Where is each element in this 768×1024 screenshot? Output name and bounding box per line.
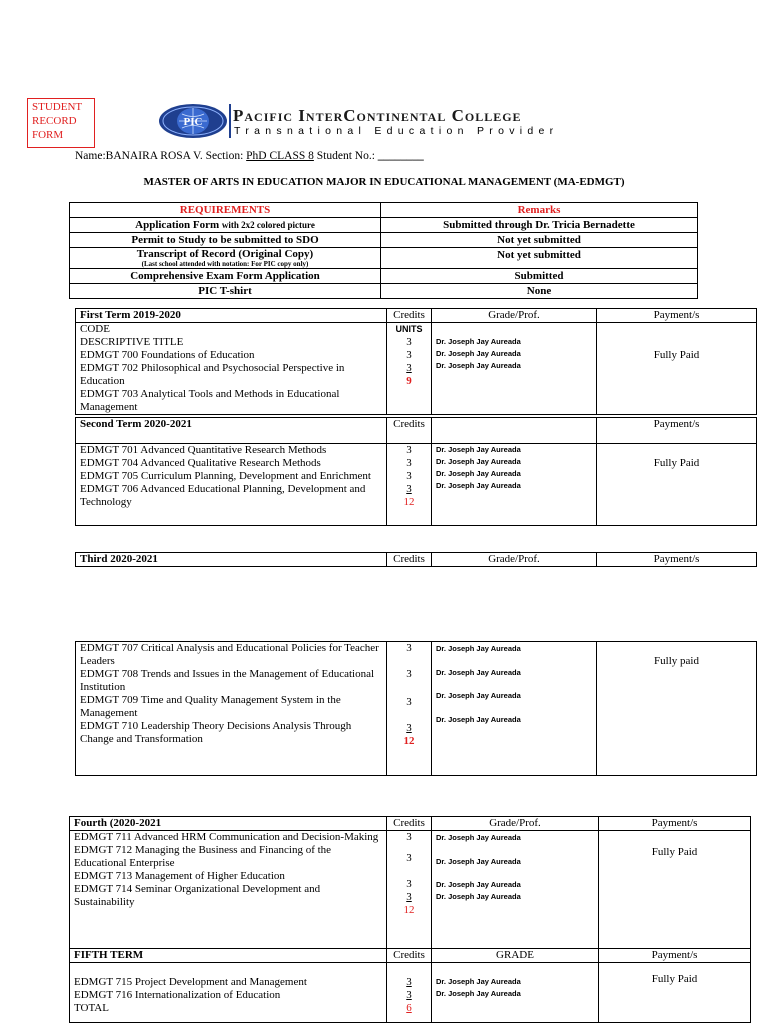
course-item: EDMGT 700 Foundations of Education bbox=[80, 349, 255, 361]
term-header-row bbox=[76, 553, 757, 567]
term-title: FIFTH TERM bbox=[70, 949, 387, 963]
grade-header: GRADE bbox=[432, 949, 599, 963]
term-title: First Term 2019-2020 bbox=[76, 309, 387, 323]
credit-value: 3 bbox=[406, 444, 412, 456]
course-list bbox=[70, 963, 387, 1023]
requirement-note: with 2x2 colored picture bbox=[221, 220, 315, 230]
term-header-row bbox=[70, 817, 751, 831]
payment-header: Payment/s bbox=[599, 817, 751, 831]
course-list bbox=[70, 831, 387, 949]
requirement-remark: Not yet submitted bbox=[381, 248, 698, 269]
course-item: EDMGT 705 Curriculum Planning, Development and Enrichment bbox=[80, 470, 371, 482]
term-table-third-header bbox=[75, 552, 757, 567]
course-item: EDMGT 701 Advanced Quantitative Research Methods bbox=[80, 444, 327, 456]
credit-value: 3 bbox=[406, 457, 412, 469]
course-item: EDMGT 702 Philosophical and Psychosocial Perspective in Education bbox=[80, 362, 345, 387]
course-item: EDMGT 711 Advanced HRM Communication and Decision-Making bbox=[74, 831, 379, 843]
descriptive-title-header: DESCRIPTIVE TITLE bbox=[80, 336, 184, 348]
code-desc-header bbox=[80, 323, 382, 349]
credit-value: 3 bbox=[406, 642, 412, 654]
credits-list bbox=[387, 963, 432, 1023]
term-table-third-body bbox=[75, 641, 757, 776]
payment-status: Fully Paid bbox=[599, 831, 751, 949]
requirement-name: Comprehensive Exam Form Application bbox=[70, 269, 381, 284]
credit-total: 12 bbox=[403, 904, 415, 916]
requirement-item bbox=[70, 248, 381, 269]
credit-total: 9 bbox=[406, 375, 412, 387]
term-header-row bbox=[70, 949, 751, 963]
requirement-remark: Submitted bbox=[381, 269, 698, 284]
requirement-note: (Last school attended with notation: For PIC copy only) bbox=[141, 260, 309, 268]
credit-value: 3 bbox=[406, 696, 412, 708]
grade-list bbox=[432, 831, 599, 949]
term-title: Second Term 2020-2021 bbox=[76, 418, 387, 444]
name-label: Name: bbox=[75, 150, 106, 162]
requirements-table bbox=[69, 202, 698, 299]
credits-header: Credits bbox=[387, 309, 432, 323]
credit-value: 3 bbox=[406, 470, 412, 482]
course-item: EDMGT 706 Advanced Educational Planning, Development and Technology bbox=[80, 483, 366, 508]
requirement-name: Application Form bbox=[135, 219, 220, 231]
credit-value: 3 bbox=[406, 989, 412, 1001]
requirement-row bbox=[70, 248, 698, 269]
remarks-header: Remarks bbox=[381, 203, 698, 218]
course-item: EDMGT 708 Trends and Issues in the Management of Educational Institution bbox=[80, 668, 375, 693]
credit-value: 3 bbox=[406, 852, 412, 864]
payment-status: Fully Paid bbox=[597, 444, 757, 526]
credits-list bbox=[387, 642, 432, 776]
logo-divider bbox=[229, 104, 231, 138]
term-body-row bbox=[70, 963, 751, 1023]
grade-professor: Dr. Joseph Jay Aureada bbox=[436, 833, 521, 842]
grade-list bbox=[432, 642, 597, 776]
credit-value: 3 bbox=[406, 891, 412, 903]
term-table-fourth bbox=[69, 816, 751, 1023]
grade-professor: Dr. Joseph Jay Aureada bbox=[436, 715, 521, 724]
credit-value: 3 bbox=[406, 831, 412, 843]
credits-header: Credits bbox=[387, 418, 432, 444]
payment-status: Fully paid bbox=[597, 642, 757, 776]
grade-professor: Dr. Joseph Jay Aureada bbox=[436, 337, 521, 346]
course-item: EDMGT 712 Managing the Business and Financing of the Educational Enterprise bbox=[74, 844, 332, 869]
grade-header: Grade/Prof. bbox=[432, 817, 599, 831]
credit-value: 3 bbox=[406, 668, 412, 680]
requirement-name: Permit to Study to be submitted to SDO bbox=[70, 233, 381, 248]
term-body-row bbox=[76, 642, 757, 776]
requirement-remark: Submitted through Dr. Tricia Bernadette bbox=[381, 218, 698, 233]
payment-status: Fully Paid bbox=[599, 963, 751, 1023]
term-table-second bbox=[75, 417, 757, 526]
grade-professor: Dr. Joseph Jay Aureada bbox=[436, 668, 521, 677]
credit-value: 3 bbox=[406, 336, 412, 348]
term-header-row bbox=[76, 309, 757, 323]
college-tagline: Transnational Education Provider bbox=[234, 125, 559, 137]
stamp-line: STUDENT bbox=[32, 101, 83, 113]
requirement-name: Transcript of Record (Original Copy) bbox=[136, 248, 314, 260]
grade-list bbox=[432, 323, 597, 415]
requirement-name: PIC T-shirt bbox=[70, 284, 381, 299]
term-title: Fourth (2020-2021 bbox=[70, 817, 387, 831]
requirement-item bbox=[70, 218, 381, 233]
requirement-row bbox=[70, 233, 698, 248]
course-list bbox=[76, 642, 387, 776]
grade-professor: Dr. Joseph Jay Aureada bbox=[436, 892, 521, 901]
student-record-form-stamp bbox=[27, 98, 95, 148]
student-info-line bbox=[75, 150, 424, 162]
requirements-header-row bbox=[70, 203, 698, 218]
credit-value: 3 bbox=[406, 483, 412, 495]
code-header: CODE bbox=[80, 323, 110, 335]
grade-professor: Dr. Joseph Jay Aureada bbox=[436, 691, 521, 700]
grade-professor: Dr. Joseph Jay Aureada bbox=[436, 349, 521, 358]
student-name: BANAIRA ROSA V. bbox=[105, 150, 203, 162]
course-list bbox=[76, 323, 387, 415]
credit-total: 6 bbox=[406, 1002, 412, 1014]
credit-value: 3 bbox=[406, 976, 412, 988]
payment-header: Payment/s bbox=[597, 418, 757, 444]
requirement-remark: Not yet submitted bbox=[381, 233, 698, 248]
requirement-row bbox=[70, 218, 698, 233]
course-item: EDMGT 715 Project Development and Management bbox=[74, 976, 307, 988]
section-label: Section: bbox=[205, 150, 244, 162]
course-item: EDMGT 703 Analytical Tools and Methods in Educational Management bbox=[80, 388, 340, 413]
credit-value: 3 bbox=[406, 722, 412, 734]
course-item: EDMGT 714 Seminar Organizational Development and Sustainability bbox=[74, 883, 321, 908]
credits-header: Credits bbox=[387, 553, 432, 567]
course-item: EDMGT 716 Internationalization of Education bbox=[74, 989, 281, 1001]
requirement-row bbox=[70, 284, 698, 299]
total-label: TOTAL bbox=[74, 1002, 109, 1014]
requirements-header: REQUIREMENTS bbox=[70, 203, 381, 218]
grade-header bbox=[432, 418, 597, 444]
credits-list bbox=[387, 323, 432, 415]
units-header: UNITS bbox=[395, 324, 423, 334]
student-section: PhD CLASS 8 bbox=[246, 150, 314, 162]
payment-header: Payment/s bbox=[599, 949, 751, 963]
grade-professor: Dr. Joseph Jay Aureada bbox=[436, 457, 521, 466]
student-number-label: Student No.: bbox=[316, 150, 375, 162]
term-body-row bbox=[70, 831, 751, 949]
credit-value: 3 bbox=[406, 362, 412, 374]
credit-value: 3 bbox=[406, 878, 412, 890]
grade-professor: Dr. Joseph Jay Aureada bbox=[436, 481, 521, 490]
course-item: EDMGT 709 Time and Quality Management System in the Management bbox=[80, 694, 341, 719]
credits-header: Credits bbox=[387, 949, 432, 963]
grade-list bbox=[432, 963, 599, 1023]
grade-list bbox=[432, 444, 597, 526]
grade-professor: Dr. Joseph Jay Aureada bbox=[436, 989, 521, 998]
course-item: EDMGT 710 Leadership Theory Decisions Analysis Through Change and Transformation bbox=[80, 720, 352, 745]
credit-total: 12 bbox=[403, 735, 415, 747]
course-item: EDMGT 704 Advanced Qualitative Research Methods bbox=[80, 457, 321, 469]
college-logo bbox=[158, 103, 228, 139]
term-body-row bbox=[76, 444, 757, 526]
term-header-row bbox=[76, 418, 757, 444]
stamp-line: RECORD bbox=[32, 115, 77, 127]
grade-professor: Dr. Joseph Jay Aureada bbox=[436, 857, 521, 866]
course-item: EDMGT 713 Management of Higher Education bbox=[74, 870, 285, 882]
requirement-row bbox=[70, 269, 698, 284]
stamp-line: FORM bbox=[32, 129, 64, 141]
credit-total: 12 bbox=[403, 496, 415, 508]
course-item: EDMGT 707 Critical Analysis and Educational Policies for Teacher Leaders bbox=[80, 642, 379, 667]
grade-professor: Dr. Joseph Jay Aureada bbox=[436, 469, 521, 478]
requirement-remark: None bbox=[381, 284, 698, 299]
credits-list bbox=[387, 831, 432, 949]
term-body-row bbox=[76, 323, 757, 415]
course-list bbox=[76, 444, 387, 526]
payment-header: Payment/s bbox=[597, 553, 757, 567]
college-name: Pacific InterContinental College bbox=[233, 106, 522, 125]
student-number-field: ________ bbox=[377, 150, 424, 162]
grade-header: Grade/Prof. bbox=[432, 553, 597, 567]
grade-header: Grade/Prof. bbox=[432, 309, 597, 323]
grade-professor: Dr. Joseph Jay Aureada bbox=[436, 880, 521, 889]
payment-header: Payment/s bbox=[597, 309, 757, 323]
grade-professor: Dr. Joseph Jay Aureada bbox=[436, 445, 521, 454]
term-table-first bbox=[75, 308, 757, 415]
payment-status: Fully Paid bbox=[597, 323, 757, 415]
grade-professor: Dr. Joseph Jay Aureada bbox=[436, 361, 521, 370]
term-title: Third 2020-2021 bbox=[76, 553, 387, 567]
credits-list bbox=[387, 444, 432, 526]
grade-professor: Dr. Joseph Jay Aureada bbox=[436, 977, 521, 986]
credits-header: Credits bbox=[387, 817, 432, 831]
grade-professor: Dr. Joseph Jay Aureada bbox=[436, 644, 521, 653]
credit-value: 3 bbox=[406, 349, 412, 361]
program-title: MASTER OF ARTS IN EDUCATION MAJOR IN EDUCATIONAL MANAGEMENT (MA-EDMGT) bbox=[143, 176, 625, 188]
logo-text: PIC bbox=[183, 116, 203, 128]
